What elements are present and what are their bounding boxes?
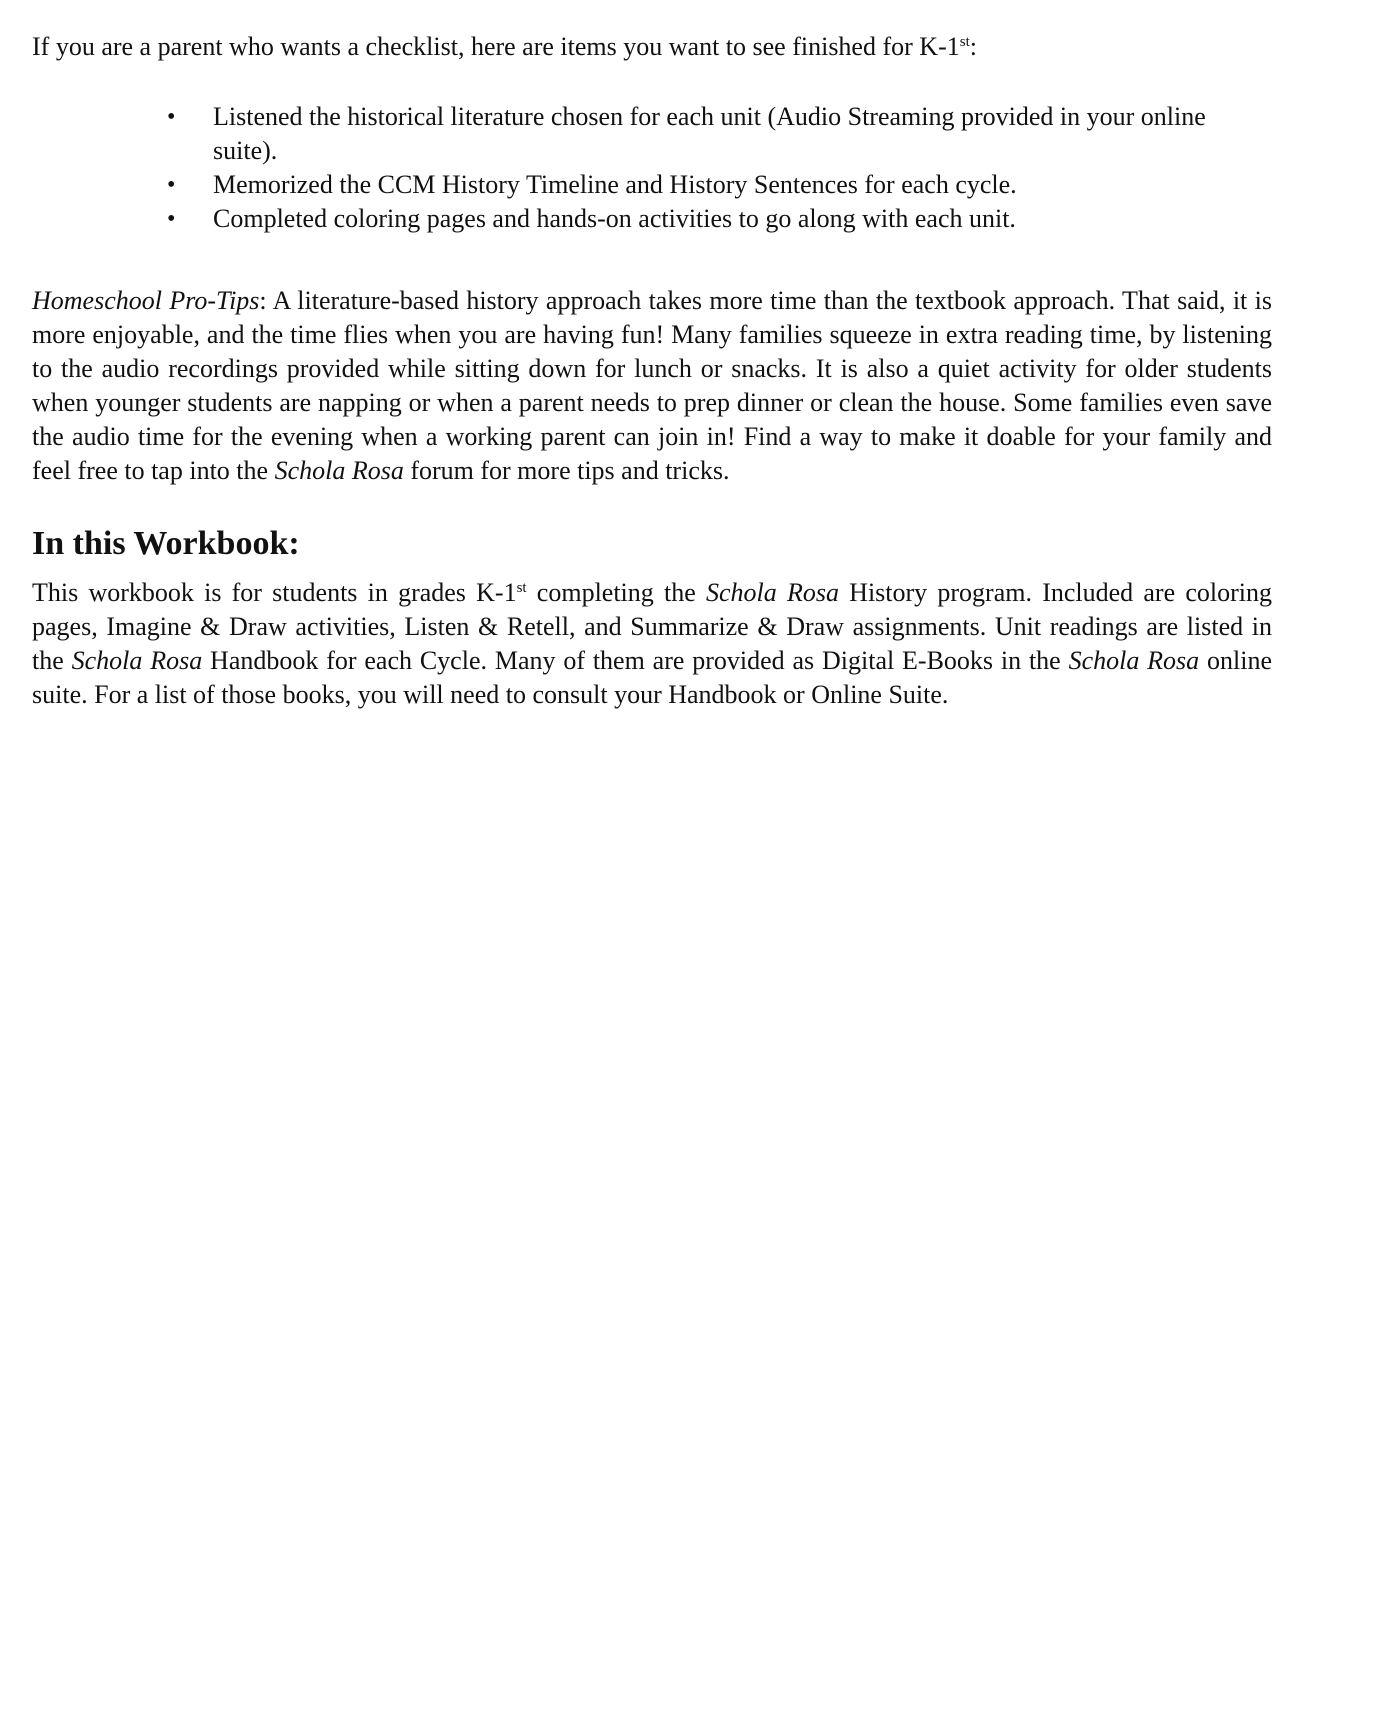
pro-tips-body-end: forum for more tips and tricks. (403, 456, 730, 485)
pro-tips-body: : A literature-based history approach takes more time than the textbook approach. That said, it is more enjoyable, and the time flies when you are having fun! Many families squeeze in extra reading time, by listening to the audio recordings provided while sitting down for lunch or snacks. It is also a quiet activity for older students when younger students are napping or when a parent needs to prep dinner or clean the house. Some families even save the audio time for the evening when a working parent can join in! Find a way to make it doable for your family and feel free to tap into the (32, 286, 1272, 485)
checklist-item-text: Listened the historical literature chosen for each unit (Audio Streaming provided in your online suite). (213, 102, 1206, 165)
pro-tips-label: Homeschool Pro-Tips (32, 286, 260, 315)
intro-tail: : (969, 32, 977, 61)
workbook-paragraph (32, 576, 1272, 712)
checklist-item (32, 168, 1272, 202)
intro-superscript: st (959, 34, 970, 50)
workbook-text: completing the (526, 578, 706, 607)
document-page (32, 30, 1272, 712)
bullet-icon: • (167, 172, 176, 198)
brand-name: Schola Rosa (1068, 646, 1200, 675)
checklist-item (32, 202, 1272, 236)
checklist-item-text: Completed coloring pages and hands-on activities to go along with each unit. (213, 204, 1016, 233)
bullet-icon: • (167, 206, 176, 232)
checklist-item-text: Memorized the CCM History Timeline and History Sentences for each cycle. (213, 170, 1017, 199)
brand-name: Schola Rosa (274, 456, 404, 485)
intro-text: If you are a parent who wants a checklist, here are items you want to see finished for K-1 (32, 32, 960, 61)
workbook-text: Handbook for each Cycle. Many of them are provided as Digital E-Books in the (202, 646, 1069, 675)
checklist-item (32, 100, 1272, 168)
workbook-superscript: st (516, 580, 527, 596)
brand-name: Schola Rosa (705, 578, 839, 607)
checklist (32, 100, 1272, 236)
workbook-text: online suite. For a list of those books, you will need to consult your Handbook or Online Suite. (32, 646, 1273, 709)
brand-name: Schola Rosa (71, 646, 203, 675)
bullet-icon: • (167, 104, 176, 130)
section-heading: In this Workbook: (32, 525, 300, 562)
workbook-text: History program. Included are coloring pages, Imagine & Draw activities, Listen & Retell, and Summarize & Draw assignments. Unit readings are listed in the (32, 578, 1272, 675)
pro-tips-paragraph (32, 284, 1272, 488)
intro-paragraph (32, 30, 1272, 64)
workbook-text: This workbook is for students in grades K-1 (32, 578, 517, 607)
